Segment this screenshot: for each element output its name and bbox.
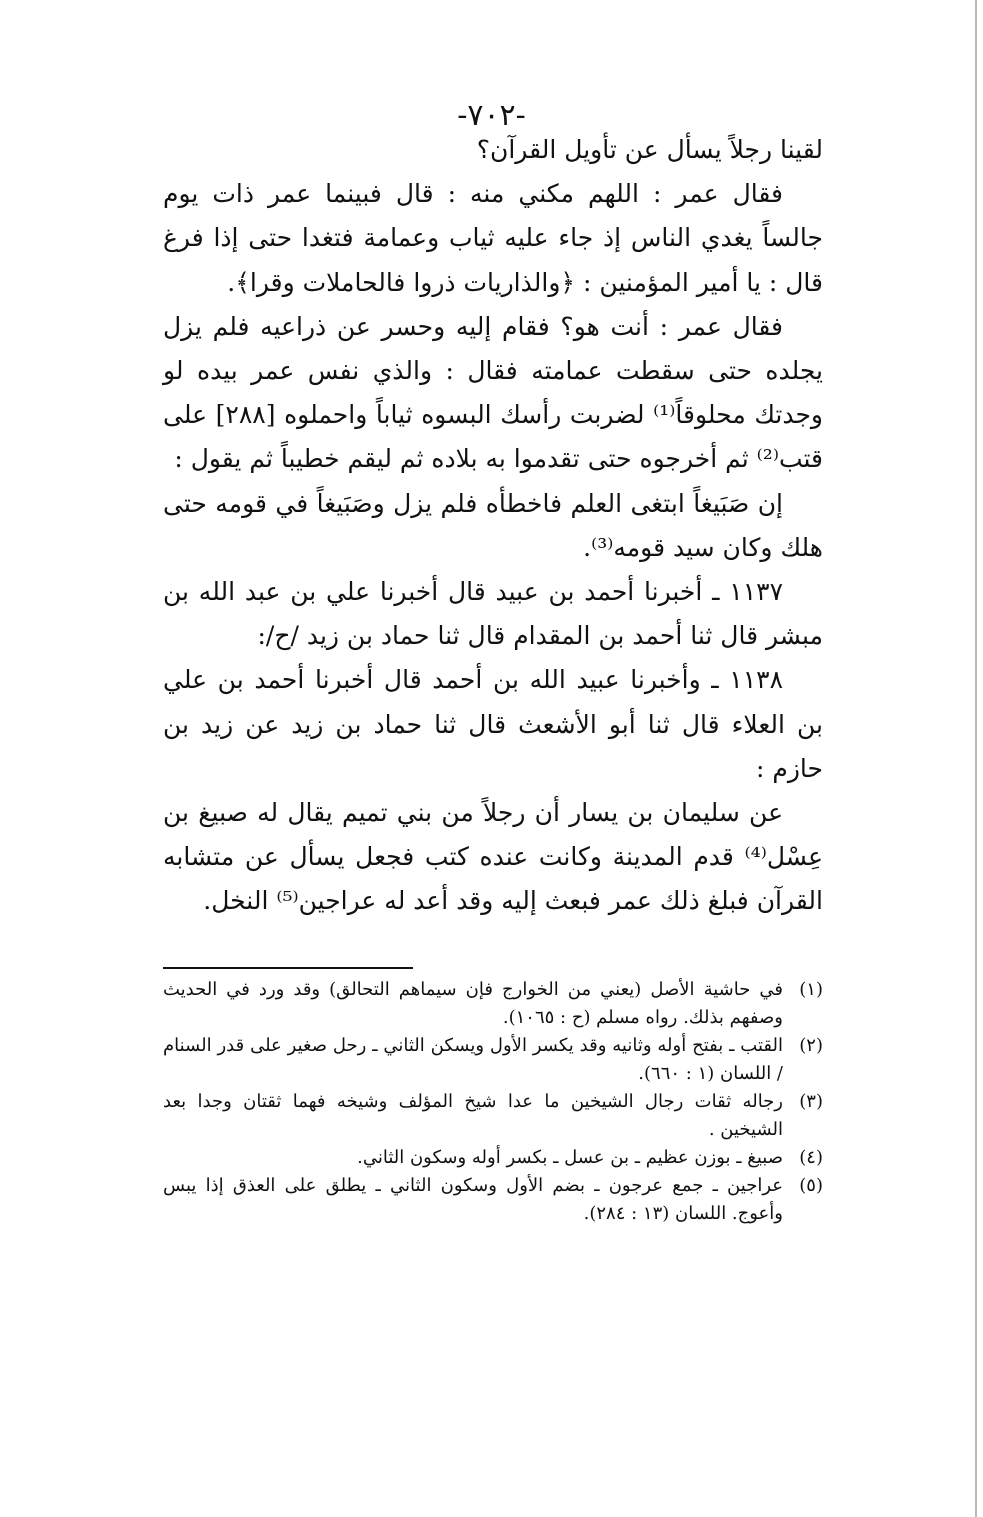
footnote-marker: (١) [799,979,823,1000]
paragraph: فقال عمر : أنت هو؟ فقام إليه وحسر عن ذراعيه فلم يزل يجلده حتى سقطت عمامته فقال : والذي نفس عمر بيده لو وجدتك محلوقاً⁽¹⁾ لضربت رأسك البسوه ثياباً واحملوه [٢٨٨] على قتب⁽²⁾ ثم أخرجوه حتى تقدموا به بلاده ثم ليقم خطيباً ثم يقول : [163,311,823,474]
paragraph: ١١٣٧ ـ أخبرنا أحمد بن عبيد قال أخبرنا علي بن عبد الله بن مبشر قال ثنا أحمد بن المقدام قال ثنا حماد بن زيد /ح/: [163,577,823,651]
footnote-text: في حاشية الأصل (يعني من الخوارج فإن سيماهم التحالق) وقد ورد في الحديث وصفهم بذلك. رواه مسلم (ح : ١٠٦٥). [163,979,783,1028]
paragraph: إن صَبَيغاً ابتغى العلم فاخطأه فلم يزل وصَبَيغاً في قومه حتى هلك وكان سيد قومه⁽³⁾. [163,488,823,562]
footnote [163,1088,823,1144]
footnote [163,1144,823,1172]
footnote-text: القتب ـ بفتح أوله وثانيه وقد يكسر الأول ويسكن الثاني ـ رحل صغير على قدر السنام / اللسان (١ : ٦٦٠). [163,1035,783,1084]
footnote [163,1032,823,1088]
footnote-marker: (٢) [799,1035,823,1056]
page-edge-line [975,0,977,1517]
paragraph: ١١٣٨ ـ وأخبرنا عبيد الله بن أحمد قال أخبرنا أحمد بن علي بن العلاء قال ثنا أبو الأشعث قال ثنا حماد بن زيد عن زيد بن حازم : [163,665,823,783]
footnote-text: رجاله ثقات رجال الشيخين ما عدا شيخ المؤلف وشيخه فهما ثقتان وجدا بعد الشيخين . [163,1091,783,1140]
footnote-marker: (٤) [799,1147,823,1168]
main-text [163,128,823,924]
footnotes [163,976,823,1228]
page-number: -٧٠٢- [457,98,526,133]
footnote [163,976,823,1032]
paragraph: عن سليمان بن يسار أن رجلاً من بني تميم يقال له صبيغ بن عِسْل⁽⁴⁾ قدم المدينة وكانت عنده كتب فجعل يسأل عن متشابه القرآن فبلغ ذلك عمر فبعث إليه وقد أعد له عراجين⁽⁵⁾ النخل. [163,798,823,916]
footnote-text: عراجين ـ جمع عرجون ـ بضم الأول وسكون الثاني ـ يطلق على العذق إذا يبس وأعوج. اللسان (١٣ : ٢٨٤). [163,1175,783,1224]
footnote-marker: (٥) [799,1175,823,1196]
paragraph: فقال عمر : اللهم مكني منه : قال فبينما عمر ذات يوم جالساً يغدي الناس إذ جاء عليه ثياب وعمامة فتغدا حتى إذا فرغ قال : يا أمير المؤمنين : ﴿والذاريات ذروا فالحاملات وقرا﴾. [163,179,823,297]
paragraph: لقينا رجلاً يسأل عن تأويل القرآن؟ [476,135,823,164]
footnote-separator [163,967,413,969]
footnote [163,1172,823,1228]
footnote-marker: (٣) [799,1091,823,1112]
footnote-text: صبيغ ـ بوزن عظيم ـ بن عسل ـ بكسر أوله وسكون الثاني. [357,1147,783,1168]
